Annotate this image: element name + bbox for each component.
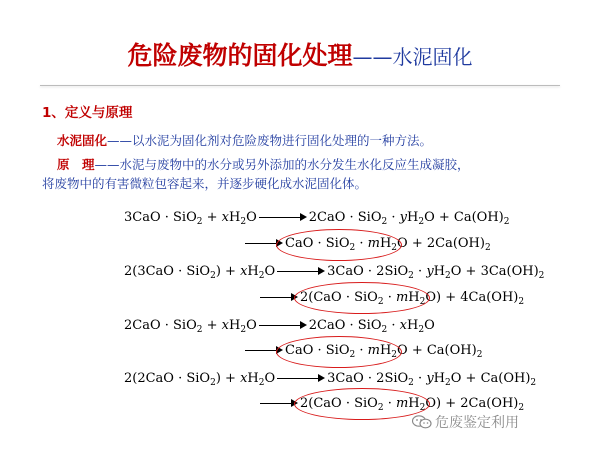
arrow-icon: [260, 293, 298, 303]
definition-term: 水泥固化: [57, 133, 108, 148]
section-heading: 1、定义与原理: [42, 105, 133, 121]
highlight-circle: [294, 388, 430, 420]
equation-row: $2(3CaO \cdot SiO_2) + xH_2O$ $3CaO \cdot 2SiO_2 \cdot yH_2O + 3Ca(OH)_2$: [124, 264, 545, 281]
equation-row: CaO · $SiO_2 \cdot mH_2O + Ca(OH)_2$: [243, 343, 482, 360]
arrow-icon: [260, 399, 298, 409]
wechat-icon: [412, 415, 432, 429]
equation-row: $2(CaO \cdot SiO_2 \cdot mH_2O) + 2Ca(OH)_2$: [258, 396, 524, 413]
highlight-circle: [276, 229, 402, 261]
definition-paragraph: [57, 131, 432, 149]
title-main: 危险废物的固化处理: [127, 41, 353, 70]
title-divider: [40, 85, 560, 86]
arrow-icon: [259, 213, 307, 223]
equation-row: CaO · $SiO_2 \cdot mH_2O + 2Ca(OH)_2$: [243, 236, 491, 253]
principle-text-line1: ——水泥与废物中的水分或另外添加的水分发生水化反应生成凝胶，: [94, 157, 470, 172]
principle-term: 原 理: [57, 157, 95, 172]
equation-row: $2(2CaO \cdot SiO_2) + xH_2O$ $3CaO \cdot 2SiO_2 \cdot yH_2O + Ca(OH)_2$: [124, 371, 537, 388]
highlight-circle: [276, 336, 402, 368]
watermark-text: 危废鉴定利用: [435, 415, 519, 431]
title-sub: 水泥固化: [392, 45, 473, 69]
principle-paragraph: [57, 155, 470, 173]
equation-row: $2(CaO \cdot SiO_2 \cdot mH_2O) + 4Ca(OH)_2$: [258, 290, 524, 307]
principle-text-line2: 将废物中的有害微粒包容起来，并逐步硬化成水泥固化体。: [42, 176, 368, 191]
title-dash: ——: [352, 45, 393, 69]
arrow-icon: [277, 374, 325, 384]
definition-text: ——以水泥为固化剂对危险废物进行固化处理的一种方法。: [107, 133, 433, 148]
equation-row: $2CaO \cdot SiO_2 + xH_2O$ $2CaO \cdot SiO_2 \cdot xH_2O$: [124, 318, 435, 335]
slide-title: [0, 36, 600, 72]
equation-row: $3CaO \cdot SiO_2 + xH_2O$ $2CaO \cdot SiO_2 \cdot yH_2O + Ca(OH)_2$: [124, 210, 510, 227]
arrow-icon: [277, 267, 325, 277]
highlight-circle: [294, 282, 430, 314]
watermark: [412, 412, 519, 432]
arrow-icon: [259, 321, 307, 331]
